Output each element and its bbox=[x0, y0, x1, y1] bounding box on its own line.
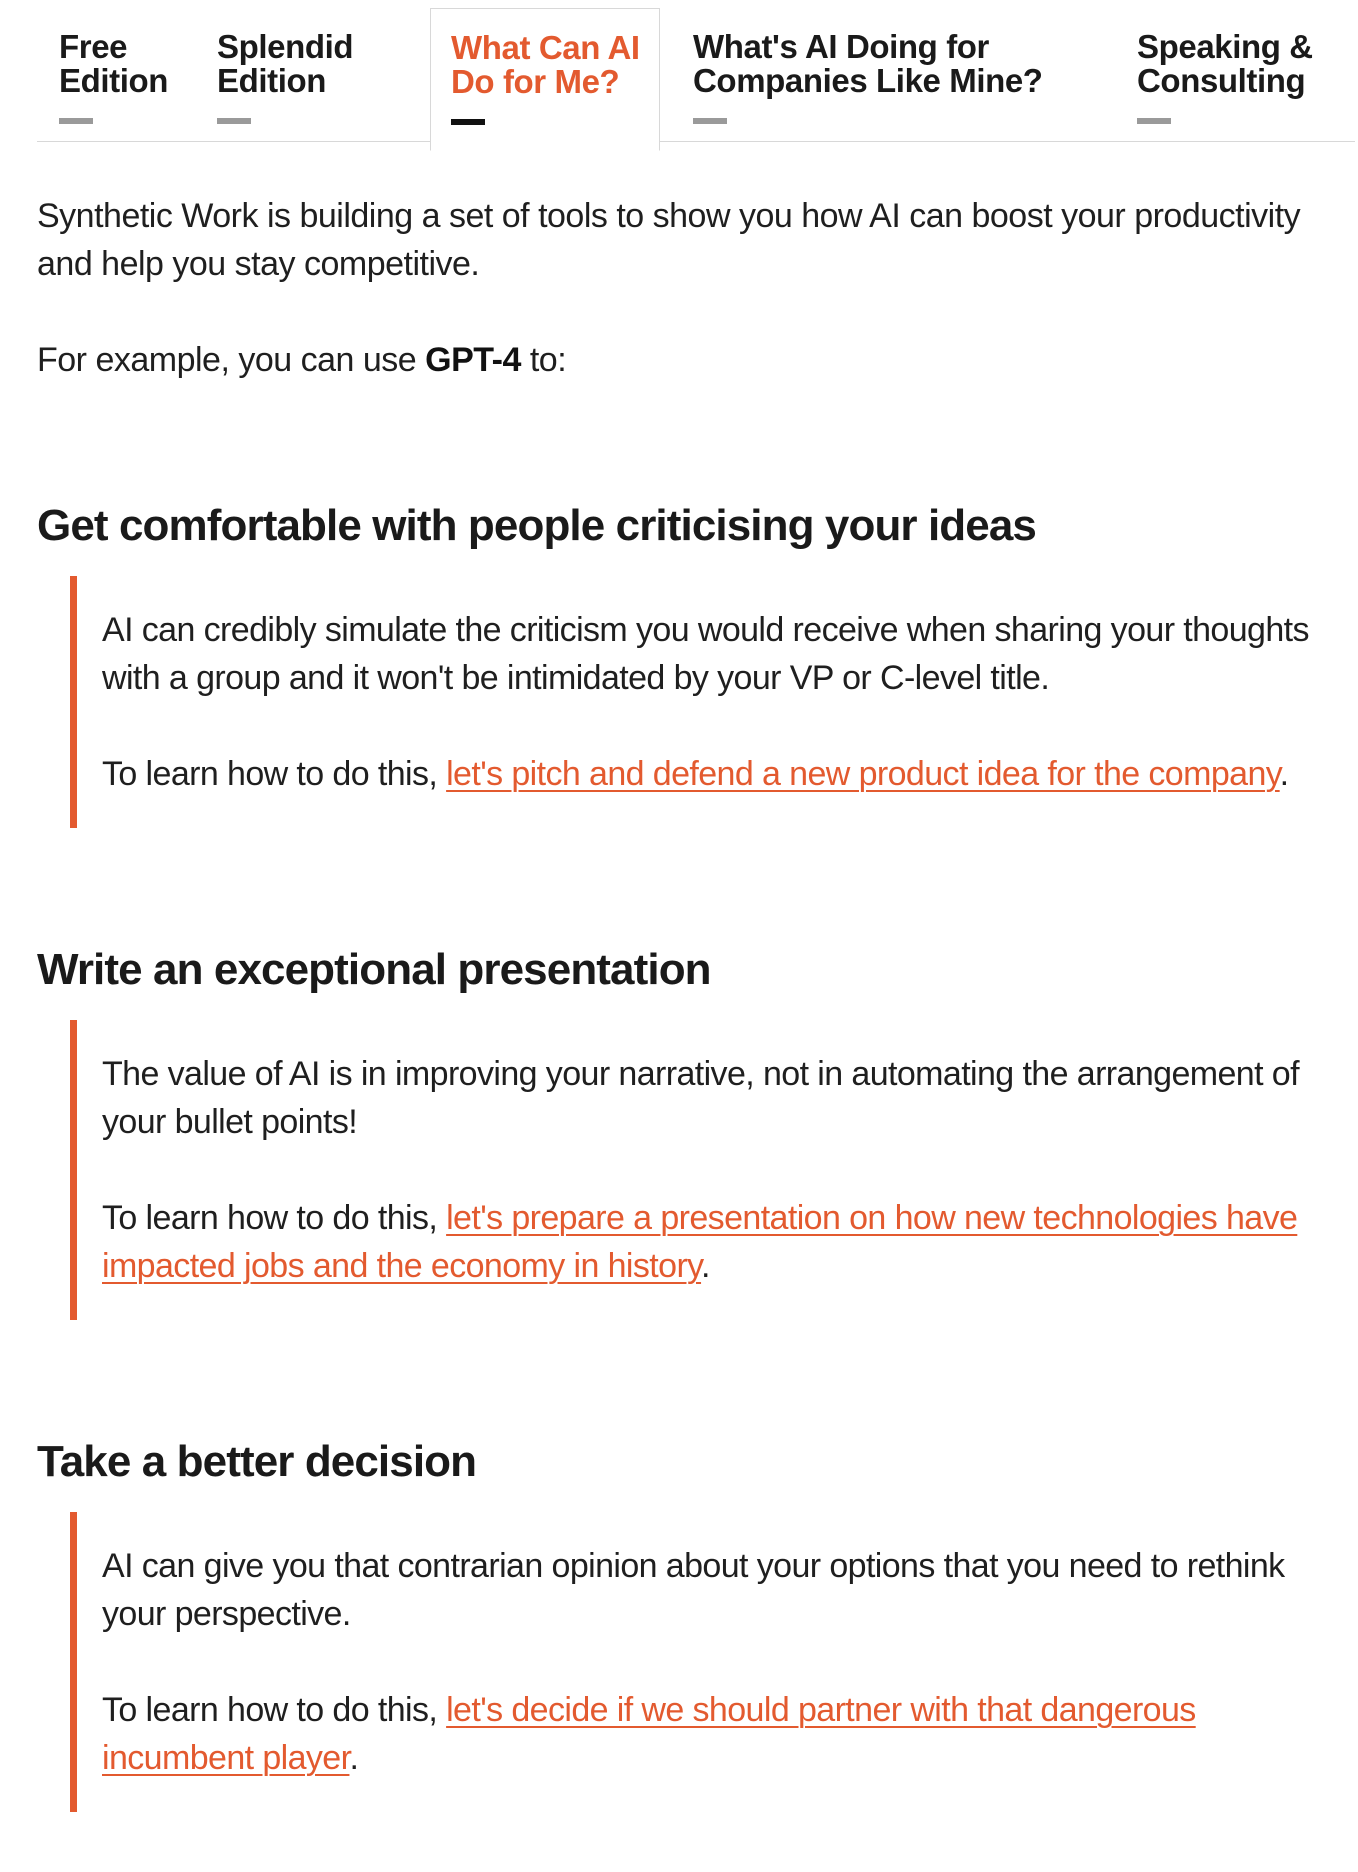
cta-suffix: . bbox=[701, 1247, 710, 1285]
intro-paragraph: Synthetic Work is building a set of tools to show you how AI can boost your productivity and help you stay competitive. bbox=[37, 197, 1301, 283]
intro-example-suffix: to: bbox=[520, 341, 567, 379]
section-cta bbox=[102, 1686, 1317, 1782]
intro-example-prefix: For example, you can use bbox=[37, 341, 426, 379]
cta-prefix: To learn how to do this, bbox=[102, 1691, 447, 1729]
intro-model-name: GPT-4 bbox=[425, 341, 521, 379]
tab-indicator bbox=[1137, 118, 1171, 124]
tab-speaking-consulting[interactable] bbox=[1137, 0, 1313, 142]
cta-prefix: To learn how to do this, bbox=[102, 1199, 447, 1237]
main-content bbox=[37, 192, 1337, 1812]
tab-whats-ai-doing-label-line1: What's AI Doing for bbox=[693, 28, 989, 65]
tab-speaking-consulting-label-line1: Speaking & bbox=[1137, 28, 1313, 65]
tab-what-can-ai-label-line2: Do for Me? bbox=[451, 63, 620, 100]
cta-link-partner-decision[interactable]: let's decide if we should partner with that dangerous incumbent player bbox=[102, 1691, 1196, 1777]
tab-splendid-edition-label-line2: Edition bbox=[217, 62, 327, 99]
intro-example-paragraph bbox=[37, 336, 1337, 384]
tab-free-edition-label-line2: Edition bbox=[59, 62, 169, 99]
section-decision bbox=[37, 1436, 1337, 1812]
tab-indicator bbox=[693, 118, 727, 124]
tab-whats-ai-doing-label-line2: Companies Like Mine? bbox=[693, 62, 1043, 99]
section-cta bbox=[102, 1194, 1317, 1290]
section-quote bbox=[70, 576, 1337, 828]
section-description: AI can give you that contrarian opinion about your options that you need to rethink your perspective. bbox=[102, 1547, 1285, 1633]
cta-link-prepare-presentation[interactable]: let's prepare a presentation on how new technologies have impacted jobs and the economy in history bbox=[102, 1199, 1298, 1285]
tab-bar bbox=[37, 0, 1355, 142]
section-quote bbox=[70, 1512, 1337, 1812]
section-title: Write an exceptional presentation bbox=[37, 945, 711, 994]
tab-splendid-edition[interactable] bbox=[217, 0, 353, 142]
section-presentation bbox=[37, 944, 1337, 1320]
cta-suffix: . bbox=[1279, 755, 1289, 793]
tab-indicator-active bbox=[451, 119, 485, 125]
cta-suffix: . bbox=[349, 1739, 359, 1777]
cta-link-pitch-product-idea[interactable]: let's pitch and defend a new product idea for the company bbox=[446, 755, 1280, 793]
tab-whats-ai-doing-for-companies[interactable] bbox=[693, 0, 1043, 142]
tab-speaking-consulting-label-line2: Consulting bbox=[1137, 62, 1306, 99]
section-title: Get comfortable with people criticising your ideas bbox=[37, 501, 1036, 550]
tab-indicator bbox=[59, 118, 93, 124]
section-quote bbox=[70, 1020, 1337, 1320]
section-criticism bbox=[37, 500, 1337, 828]
tab-indicator bbox=[217, 118, 251, 124]
section-title: Take a better decision bbox=[37, 1437, 477, 1486]
tab-free-edition[interactable] bbox=[59, 0, 168, 142]
tab-splendid-edition-label-line1: Splendid bbox=[217, 28, 354, 65]
tab-what-can-ai-label-line1: What Can AI bbox=[451, 29, 640, 66]
section-description: The value of AI is in improving your narrative, not in automating the arrangement of your bullet points! bbox=[102, 1055, 1299, 1141]
section-cta bbox=[102, 750, 1317, 798]
intro bbox=[37, 192, 1337, 384]
section-description: AI can credibly simulate the criticism you would receive when sharing your thoughts with a group and it won't be intimidated by your VP or C-level title. bbox=[102, 611, 1309, 697]
cta-prefix: To learn how to do this, bbox=[102, 755, 447, 793]
tab-what-can-ai-do-for-me[interactable] bbox=[430, 8, 660, 151]
tab-free-edition-label-line1: Free bbox=[59, 28, 128, 65]
